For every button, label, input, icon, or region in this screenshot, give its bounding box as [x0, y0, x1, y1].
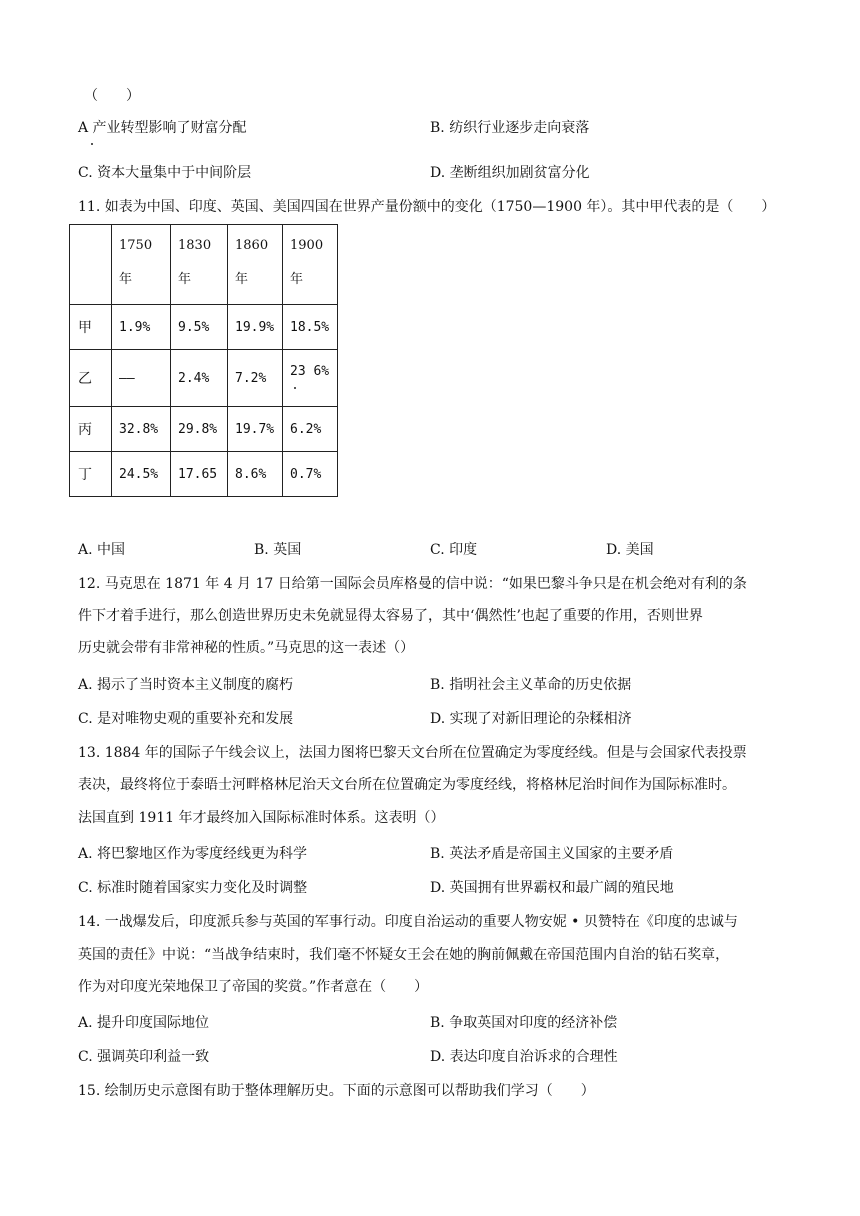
- q10-option-d: D. 垄断组织加剧贫富分化: [430, 165, 590, 181]
- q12-option-c: C. 是对唯物史观的重要补充和发展: [78, 711, 294, 727]
- table-cell: 32.8%: [112, 407, 171, 452]
- row-label: 乙: [70, 350, 112, 407]
- table-cell: ——: [112, 350, 171, 407]
- table-cell: 23 6%: [283, 350, 338, 407]
- emphasis-dot: [91, 143, 93, 145]
- header-unit: 年: [178, 272, 192, 287]
- q14-option-b: B. 争取英国对印度的经济补偿: [430, 1015, 618, 1031]
- q14-option-d: D. 表达印度自治诉求的合理性: [430, 1049, 618, 1065]
- header-unit: 年: [290, 272, 304, 287]
- production-share-table: [69, 224, 338, 497]
- header-year: 1860: [235, 238, 269, 253]
- row-label: 丁: [70, 452, 112, 497]
- table-cell: 7.2%: [228, 350, 283, 407]
- q12-stem-line: 历史就会带有非常神秘的性质。”马克思的这一表述（）: [78, 640, 415, 656]
- table-cell: 2.4%: [171, 350, 228, 407]
- table-header-cell: [283, 225, 338, 305]
- table-cell: 0.7%: [283, 452, 338, 497]
- q12-option-b: B. 指明社会主义革命的历史依据: [430, 677, 632, 693]
- q14-option-a: A. 提升印度国际地位: [78, 1015, 210, 1031]
- q14-stem-line: 作为对印度光荣地保卫了帝国的奖赏。”作者意在（ ）: [78, 979, 429, 995]
- q11-option-d: D. 美国: [606, 542, 654, 558]
- q14-option-c: C. 强调英印利益一致: [78, 1049, 210, 1065]
- table-cell: 1.9%: [112, 305, 171, 350]
- q13-option-a: A. 将巴黎地区作为零度经线更为科学: [78, 846, 308, 862]
- table-cell: 9.5%: [171, 305, 228, 350]
- row-label: 丙: [70, 407, 112, 452]
- q13-stem-line: 13. 1884 年的国际子午线会议上，法国力图将巴黎天文台所在位置确定为零度经线。但是与会国家代表投票: [78, 745, 747, 761]
- q12-stem-line: 件下才着手进行，那么创造世界历史未免就显得太容易了，其中‘偶然性’也起了重要的作用，否则世界: [78, 608, 703, 624]
- row-label: 甲: [70, 305, 112, 350]
- header-year: 1750: [119, 238, 153, 253]
- table-cell: 18.5%: [283, 305, 338, 350]
- table-header-cell: [171, 225, 228, 305]
- q13-option-d: D. 英国拥有世界霸权和最广阔的殖民地: [430, 880, 674, 896]
- table-header-row: [70, 225, 338, 305]
- q11-option-a: A. 中国: [78, 542, 126, 558]
- table-header-cell: [112, 225, 171, 305]
- header-year: 1830: [178, 238, 212, 253]
- q14-stem-line: 14. 一战爆发后，印度派兵参与英国的军事行动。印度自治运动的重要人物安妮 • 贝赞特在《印度的忠诚与: [78, 914, 738, 930]
- table-cell: 17.65: [171, 452, 228, 497]
- table-cell: 19.9%: [228, 305, 283, 350]
- q12-stem-line: 12. 马克思在 1871 年 4 月 17 日给第一国际会员库格曼的信中说：“如果巴黎斗争只是在机会绝对有利的条: [78, 576, 747, 592]
- header-unit: 年: [119, 272, 133, 287]
- q13-stem-line: 表决，最终将位于泰晤士河畔格林尼治天文台所在位置确定为零度经线，将格林尼治时间作为国际标准时。: [78, 777, 736, 793]
- q11-option-c: C. 印度: [430, 542, 478, 558]
- table-cell: 8.6%: [228, 452, 283, 497]
- table-row: [70, 305, 338, 350]
- table-row: [70, 407, 338, 452]
- q11-option-b: B. 英国: [254, 542, 302, 558]
- q15-stem: 15. 绘制历史示意图有助于整体理解历史。下面的示意图可以帮助我们学习（ ）: [78, 1083, 595, 1099]
- table-row: [70, 452, 338, 497]
- table-row: [70, 350, 338, 407]
- q13-option-c: C. 标准时随着国家实力变化及时调整: [78, 880, 308, 896]
- header-year: 1900: [290, 238, 324, 253]
- q12-option-a: A. 揭示了当时资本主义制度的腐朽: [78, 677, 294, 693]
- q13-stem-line: 法国直到 1911 年才最终加入国际标准时体系。这表明（）: [78, 810, 445, 826]
- table-cell: 29.8%: [171, 407, 228, 452]
- table-cell: 6.2%: [283, 407, 338, 452]
- q11-stem: 11. 如表为中国、印度、英国、美国四国在世界产量份额中的变化（1750—1900 年）。其中甲代表的是（ ）: [78, 199, 776, 215]
- q10-option-b: B. 纺织行业逐步走向衰落: [430, 120, 590, 136]
- table-cell: 19.7%: [228, 407, 283, 452]
- q10-option-c: C. 资本大量集中于中间阶层: [78, 165, 252, 181]
- q10-option-a: A 产业转型影响了财富分配: [78, 120, 247, 136]
- table-cell: 24.5%: [112, 452, 171, 497]
- table-header-cell: [228, 225, 283, 305]
- q13-option-b: B. 英法矛盾是帝国主义国家的主要矛盾: [430, 846, 674, 862]
- q14-stem-line: 英国的责任》中说：“当战争结束时，我们毫不怀疑女王会在她的胸前佩戴在帝国范围内自治的钻石奖章，: [78, 947, 730, 963]
- q10-answer-blank: （ ）: [84, 88, 140, 104]
- q12-option-d: D. 实现了对新旧理论的杂糅相济: [430, 711, 632, 727]
- table-corner-cell: [70, 225, 112, 305]
- emphasis-dot: [294, 387, 296, 389]
- header-unit: 年: [235, 272, 249, 287]
